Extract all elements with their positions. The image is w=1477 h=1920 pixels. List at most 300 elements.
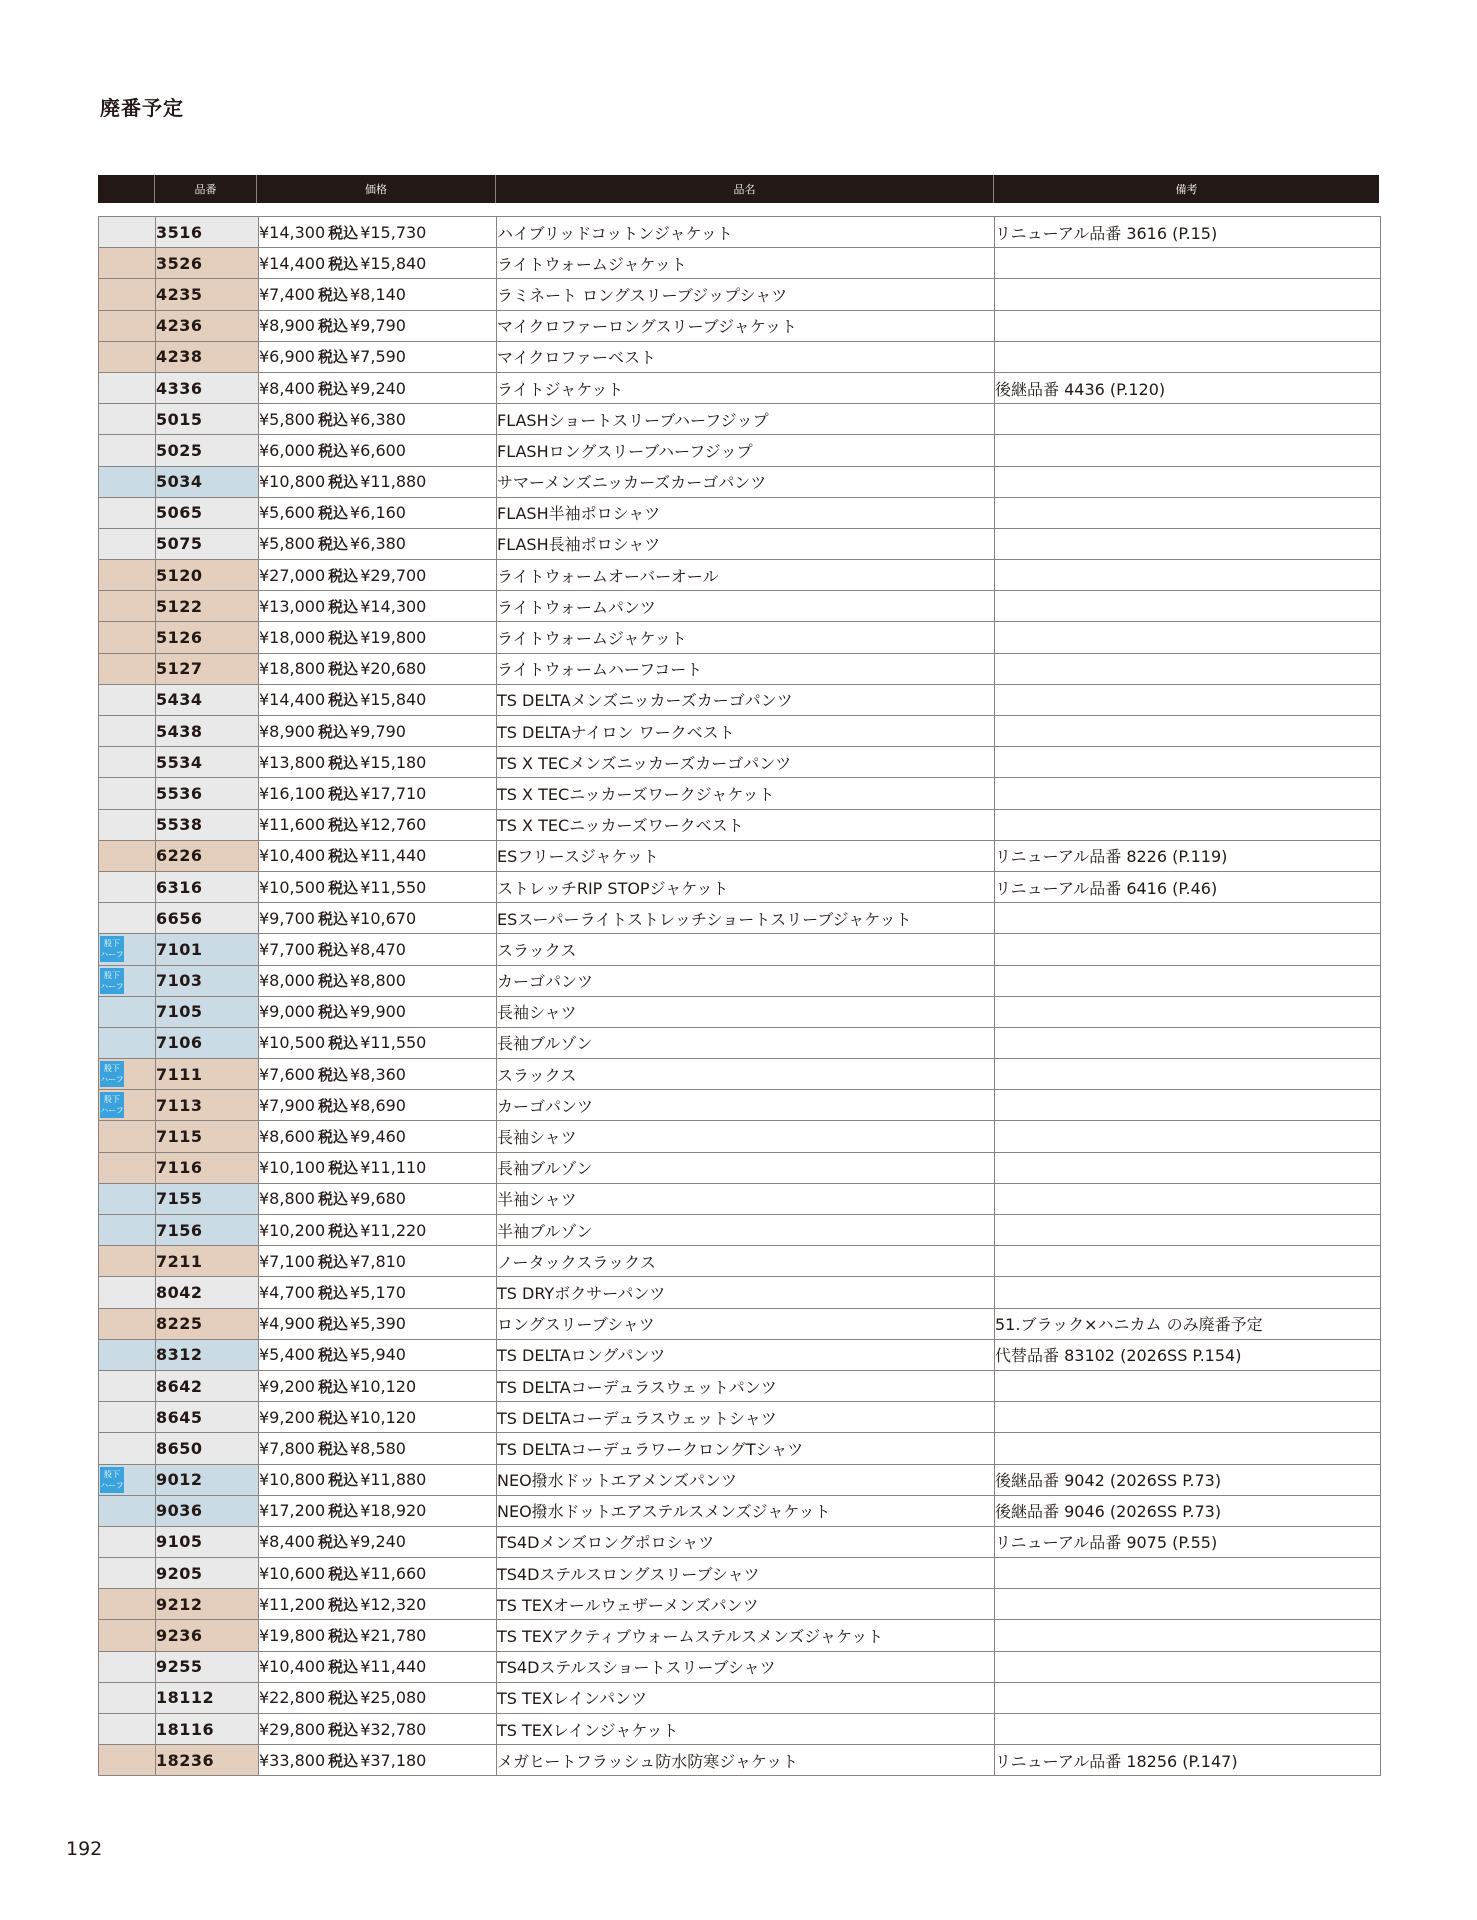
product-name: 長袖シャツ <box>497 1121 995 1152</box>
table-row <box>99 591 1381 622</box>
tax-included-price: ¥7,810 <box>350 1251 406 1271</box>
badge-text-line: ハーフ <box>100 1480 124 1490</box>
product-name: TS TEXオールウェザーメンズパンツ <box>497 1589 995 1620</box>
product-name: TS X TECメンズニッカーズカーゴパンツ <box>497 747 995 778</box>
price-cell <box>259 1558 497 1589</box>
base-price: ¥8,900 <box>259 721 315 741</box>
tax-included-price: ¥8,800 <box>350 971 406 991</box>
product-name: FLASH半袖ポロシャツ <box>497 497 995 528</box>
product-name: マイクロファーベスト <box>497 341 995 372</box>
tax-included-label: 税込 <box>317 441 348 460</box>
product-code: 9212 <box>156 1589 259 1620</box>
price-cell <box>259 217 497 248</box>
product-note: リニューアル品番 3616 (P.15) <box>995 217 1381 248</box>
price-cell <box>259 778 497 809</box>
tax-included-price: ¥8,360 <box>350 1064 406 1084</box>
product-note <box>995 1682 1381 1713</box>
row-color-swatch <box>99 778 156 809</box>
tax-included-label: 税込 <box>317 909 348 928</box>
row-color-swatch <box>99 1745 156 1776</box>
table-row <box>99 778 1381 809</box>
product-code: 18112 <box>156 1682 259 1713</box>
tax-included-label: 税込 <box>328 878 359 897</box>
product-name: ライトウォームパンツ <box>497 591 995 622</box>
product-note: 後継品番 9046 (2026SS P.73) <box>995 1495 1381 1526</box>
inseam-half-badge <box>100 1092 124 1118</box>
tax-included-price: ¥11,660 <box>360 1563 427 1583</box>
badge-text-line: 股下 <box>104 1469 120 1479</box>
tax-included-price: ¥15,730 <box>360 222 427 242</box>
base-price: ¥5,800 <box>259 534 315 554</box>
product-note <box>995 1433 1381 1464</box>
price-cell <box>259 747 497 778</box>
product-name: ESスーパーライトストレッチショートスリーブジャケット <box>497 903 995 934</box>
header-name: 品名 <box>496 175 994 203</box>
product-code: 7101 <box>156 934 259 965</box>
row-color-swatch <box>99 934 156 965</box>
product-name: マイクロファーロングスリーブジャケット <box>497 310 995 341</box>
product-code: 7155 <box>156 1183 259 1214</box>
row-color-swatch <box>99 404 156 435</box>
price-cell <box>259 1402 497 1433</box>
base-price: ¥10,600 <box>259 1563 326 1583</box>
product-note <box>995 1027 1381 1058</box>
row-color-swatch <box>99 903 156 934</box>
tax-included-price: ¥6,380 <box>350 534 406 554</box>
product-note <box>995 1402 1381 1433</box>
row-color-swatch <box>99 716 156 747</box>
page-number: 192 <box>66 1838 103 1860</box>
product-note <box>995 1121 1381 1152</box>
product-note <box>995 996 1381 1027</box>
product-name: 長袖ブルゾン <box>497 1152 995 1183</box>
base-price: ¥10,500 <box>259 1033 326 1053</box>
base-price: ¥8,800 <box>259 1189 315 1209</box>
product-name: TS DELTAコーデュラスウェットシャツ <box>497 1402 995 1433</box>
tax-included-price: ¥11,110 <box>360 1158 427 1178</box>
table-row <box>99 528 1381 559</box>
row-color-swatch <box>99 747 156 778</box>
table-row <box>99 435 1381 466</box>
product-note <box>995 1277 1381 1308</box>
product-note <box>995 1589 1381 1620</box>
tax-included-label: 税込 <box>328 1502 359 1521</box>
table-header <box>98 175 1379 203</box>
row-color-swatch <box>99 217 156 248</box>
product-note <box>995 497 1381 528</box>
base-price: ¥17,200 <box>259 1501 326 1521</box>
product-name: TS TEXアクティブウォームステルスメンズジャケット <box>497 1620 995 1651</box>
badge-text-line: ハーフ <box>100 981 124 991</box>
row-color-swatch <box>99 871 156 902</box>
price-cell <box>259 1215 497 1246</box>
product-code: 6316 <box>156 871 259 902</box>
base-price: ¥9,200 <box>259 1376 315 1396</box>
product-note <box>995 934 1381 965</box>
tax-included-price: ¥37,180 <box>360 1750 427 1770</box>
row-color-swatch <box>99 560 156 591</box>
price-cell <box>259 871 497 902</box>
product-name: ESフリースジャケット <box>497 840 995 871</box>
table-row <box>99 1620 1381 1651</box>
base-price: ¥7,600 <box>259 1064 315 1084</box>
product-code: 4336 <box>156 372 259 403</box>
tax-included-price: ¥8,580 <box>350 1438 406 1458</box>
base-price: ¥10,100 <box>259 1158 326 1178</box>
row-color-swatch <box>99 653 156 684</box>
table-row <box>99 1464 1381 1495</box>
product-code: 6226 <box>156 840 259 871</box>
product-note <box>995 1714 1381 1745</box>
tax-included-label: 税込 <box>328 1627 359 1646</box>
base-price: ¥7,700 <box>259 939 315 959</box>
product-note <box>995 1215 1381 1246</box>
tax-included-label: 税込 <box>328 597 359 616</box>
tax-included-price: ¥12,320 <box>360 1594 427 1614</box>
price-cell <box>259 404 497 435</box>
price-cell <box>259 1745 497 1776</box>
product-note <box>995 435 1381 466</box>
product-note <box>995 341 1381 372</box>
tax-included-label: 税込 <box>328 1221 359 1240</box>
product-note: リニューアル品番 8226 (P.119) <box>995 840 1381 871</box>
table-row <box>99 1745 1381 1776</box>
tax-included-price: ¥21,780 <box>360 1626 427 1646</box>
product-note <box>995 1558 1381 1589</box>
row-color-swatch <box>99 1589 156 1620</box>
base-price: ¥22,800 <box>259 1688 326 1708</box>
table-row <box>99 1433 1381 1464</box>
badge-text-line: 股下 <box>104 1095 120 1105</box>
tax-included-label: 税込 <box>328 254 359 273</box>
tax-included-price: ¥15,180 <box>360 752 427 772</box>
row-color-swatch <box>99 1059 156 1090</box>
tax-included-price: ¥11,880 <box>360 472 427 492</box>
tax-included-label: 税込 <box>317 410 348 429</box>
header-note: 備考 <box>1175 183 1198 196</box>
product-code: 4236 <box>156 310 259 341</box>
product-code: 5534 <box>156 747 259 778</box>
tax-included-label: 税込 <box>328 1471 359 1490</box>
table-row <box>99 217 1381 248</box>
row-color-swatch <box>99 996 156 1027</box>
product-note <box>995 1152 1381 1183</box>
price-cell <box>259 809 497 840</box>
table-row <box>99 871 1381 902</box>
product-name: カーゴパンツ <box>497 965 995 996</box>
price-cell <box>259 1682 497 1713</box>
price-cell <box>259 1059 497 1090</box>
row-color-swatch <box>99 1495 156 1526</box>
tax-included-label: 税込 <box>317 348 348 367</box>
tax-included-price: ¥25,080 <box>360 1688 427 1708</box>
table-row <box>99 279 1381 310</box>
row-color-swatch <box>99 1682 156 1713</box>
badge-text-line: 股下 <box>104 1064 120 1074</box>
price-cell <box>259 1433 497 1464</box>
row-color-swatch <box>99 1526 156 1557</box>
tax-included-price: ¥11,550 <box>360 877 427 897</box>
product-code: 6656 <box>156 903 259 934</box>
row-color-swatch <box>99 809 156 840</box>
product-name: FLASHショートスリーブハーフジップ <box>497 404 995 435</box>
product-note <box>995 591 1381 622</box>
tax-included-price: ¥8,470 <box>350 939 406 959</box>
tax-included-label: 税込 <box>317 1252 348 1271</box>
base-price: ¥10,500 <box>259 877 326 897</box>
product-name: スラックス <box>497 934 995 965</box>
tax-included-label: 税込 <box>317 317 348 336</box>
product-name: カーゴパンツ <box>497 1090 995 1121</box>
product-code: 9236 <box>156 1620 259 1651</box>
table-row <box>99 1059 1381 1090</box>
product-name: ハイブリッドコットンジャケット <box>497 217 995 248</box>
product-code: 9105 <box>156 1526 259 1557</box>
product-name: FLASHロングスリーブハーフジップ <box>497 435 995 466</box>
tax-included-label: 税込 <box>317 535 348 554</box>
row-color-swatch <box>99 1620 156 1651</box>
product-code: 5025 <box>156 435 259 466</box>
base-price: ¥14,400 <box>259 690 326 710</box>
tax-included-label: 税込 <box>317 1283 348 1302</box>
price-cell <box>259 591 497 622</box>
base-price: ¥29,800 <box>259 1719 326 1739</box>
product-code: 5126 <box>156 622 259 653</box>
row-color-swatch <box>99 684 156 715</box>
product-code: 4238 <box>156 341 259 372</box>
row-color-swatch <box>99 1433 156 1464</box>
table-row <box>99 1027 1381 1058</box>
badge-text-line: ハーフ <box>100 1075 124 1085</box>
base-price: ¥11,200 <box>259 1594 326 1614</box>
price-cell <box>259 840 497 871</box>
row-color-swatch <box>99 1277 156 1308</box>
tax-included-label: 税込 <box>328 1689 359 1708</box>
tax-included-price: ¥9,900 <box>350 1002 406 1022</box>
product-code: 5120 <box>156 560 259 591</box>
product-code: 7105 <box>156 996 259 1027</box>
tax-included-label: 税込 <box>328 753 359 772</box>
tax-included-price: ¥12,760 <box>360 815 427 835</box>
base-price: ¥4,700 <box>259 1282 315 1302</box>
product-code: 9012 <box>156 1464 259 1495</box>
product-name: NEO撥水ドットエアメンズパンツ <box>497 1464 995 1495</box>
table-row <box>99 372 1381 403</box>
tax-included-price: ¥9,790 <box>350 316 406 336</box>
tax-included-price: ¥5,170 <box>350 1282 406 1302</box>
product-code: 18236 <box>156 1745 259 1776</box>
tax-included-label: 税込 <box>317 1128 348 1147</box>
row-color-swatch <box>99 279 156 310</box>
price-cell <box>259 1464 497 1495</box>
price-cell <box>259 1308 497 1339</box>
price-cell <box>259 1589 497 1620</box>
table-row <box>99 1651 1381 1682</box>
header-swatch-cell <box>98 175 155 203</box>
product-note <box>995 1370 1381 1401</box>
price-cell <box>259 1183 497 1214</box>
table-row <box>99 1246 1381 1277</box>
price-cell <box>259 716 497 747</box>
product-code: 3526 <box>156 248 259 279</box>
product-note: 51.ブラック×ハニカム のみ廃番予定 <box>995 1308 1381 1339</box>
product-name: ライトジャケット <box>497 372 995 403</box>
price-cell <box>259 1620 497 1651</box>
product-note <box>995 1620 1381 1651</box>
product-note: 後継品番 9042 (2026SS P.73) <box>995 1464 1381 1495</box>
base-price: ¥11,600 <box>259 815 326 835</box>
product-note <box>995 1651 1381 1682</box>
product-name: ロングスリーブシャツ <box>497 1308 995 1339</box>
product-note <box>995 1183 1381 1214</box>
badge-text-line: ハーフ <box>100 950 124 960</box>
product-name: TS DELTAコーデュラワークロングTシャツ <box>497 1433 995 1464</box>
base-price: ¥6,000 <box>259 440 315 460</box>
tax-included-price: ¥11,440 <box>360 1657 427 1677</box>
tax-included-price: ¥17,710 <box>360 783 427 803</box>
product-note <box>995 653 1381 684</box>
product-note <box>995 1059 1381 1090</box>
product-name: TS TEXレインジャケット <box>497 1714 995 1745</box>
product-code: 5434 <box>156 684 259 715</box>
row-color-swatch <box>99 1402 156 1433</box>
product-note <box>995 684 1381 715</box>
base-price: ¥9,000 <box>259 1002 315 1022</box>
tax-included-price: ¥7,590 <box>350 347 406 367</box>
table-row <box>99 1370 1381 1401</box>
product-note <box>995 528 1381 559</box>
product-name: 半袖ブルゾン <box>497 1215 995 1246</box>
tax-included-price: ¥32,780 <box>360 1719 427 1739</box>
base-price: ¥18,000 <box>259 628 326 648</box>
base-price: ¥7,400 <box>259 284 315 304</box>
row-color-swatch <box>99 497 156 528</box>
base-price: ¥9,200 <box>259 1407 315 1427</box>
price-cell <box>259 1526 497 1557</box>
row-color-swatch <box>99 341 156 372</box>
price-cell <box>259 903 497 934</box>
inseam-half-badge <box>100 1467 124 1493</box>
discontinued-products-table <box>98 216 1381 1776</box>
product-note <box>995 279 1381 310</box>
table-row <box>99 965 1381 996</box>
price-cell <box>259 1339 497 1370</box>
product-code: 8225 <box>156 1308 259 1339</box>
table-row <box>99 934 1381 965</box>
row-color-swatch <box>99 1464 156 1495</box>
product-note: リニューアル品番 9075 (P.55) <box>995 1526 1381 1557</box>
product-name: ライトウォームジャケット <box>497 248 995 279</box>
price-cell <box>259 560 497 591</box>
table-row <box>99 341 1381 372</box>
tax-included-price: ¥6,160 <box>350 503 406 523</box>
product-code: 5438 <box>156 716 259 747</box>
table-row <box>99 716 1381 747</box>
table-row <box>99 622 1381 653</box>
tax-included-label: 税込 <box>328 660 359 679</box>
product-name: TS TEXレインパンツ <box>497 1682 995 1713</box>
tax-included-price: ¥15,840 <box>360 690 427 710</box>
tax-included-price: ¥10,120 <box>350 1376 417 1396</box>
tax-included-price: ¥5,390 <box>350 1314 406 1334</box>
tax-included-label: 税込 <box>317 1439 348 1458</box>
product-note: 後継品番 4436 (P.120) <box>995 372 1381 403</box>
product-note <box>995 747 1381 778</box>
table-row <box>99 248 1381 279</box>
product-code: 7113 <box>156 1090 259 1121</box>
product-name: TS4Dステルスロングスリーブシャツ <box>497 1558 995 1589</box>
price-cell <box>259 1090 497 1121</box>
tax-included-price: ¥6,600 <box>350 440 406 460</box>
row-color-swatch <box>99 1246 156 1277</box>
product-name: メガヒートフラッシュ防水防寒ジャケット <box>497 1745 995 1776</box>
table-row <box>99 1277 1381 1308</box>
table-row <box>99 1558 1381 1589</box>
row-color-swatch <box>99 248 156 279</box>
tax-included-label: 税込 <box>317 1003 348 1022</box>
price-cell <box>259 372 497 403</box>
product-name: FLASH長袖ポロシャツ <box>497 528 995 559</box>
product-code: 5034 <box>156 466 259 497</box>
row-color-swatch <box>99 1339 156 1370</box>
price-cell <box>259 528 497 559</box>
tax-included-label: 税込 <box>317 1315 348 1334</box>
tax-included-label: 税込 <box>317 379 348 398</box>
row-color-swatch <box>99 1090 156 1121</box>
table-row <box>99 560 1381 591</box>
base-price: ¥18,800 <box>259 659 326 679</box>
product-name: ライトウォームジャケット <box>497 622 995 653</box>
product-code: 7116 <box>156 1152 259 1183</box>
table-row <box>99 1215 1381 1246</box>
product-code: 5065 <box>156 497 259 528</box>
tax-included-price: ¥20,680 <box>360 659 427 679</box>
product-name: 長袖ブルゾン <box>497 1027 995 1058</box>
tax-included-price: ¥5,940 <box>350 1345 406 1365</box>
tax-included-price: ¥9,240 <box>350 378 406 398</box>
product-code: 7211 <box>156 1246 259 1277</box>
product-name: ライトウォームハーフコート <box>497 653 995 684</box>
product-note <box>995 466 1381 497</box>
tax-included-label: 税込 <box>328 1034 359 1053</box>
tax-included-label: 税込 <box>328 473 359 492</box>
row-color-swatch <box>99 1027 156 1058</box>
base-price: ¥8,900 <box>259 316 315 336</box>
inseam-half-badge <box>100 968 124 994</box>
product-code: 7103 <box>156 965 259 996</box>
base-price: ¥7,100 <box>259 1251 315 1271</box>
tax-included-label: 税込 <box>328 847 359 866</box>
row-color-swatch <box>99 1121 156 1152</box>
tax-included-price: ¥10,120 <box>350 1407 417 1427</box>
product-name: スラックス <box>497 1059 995 1090</box>
price-cell <box>259 934 497 965</box>
tax-included-price: ¥19,800 <box>360 628 427 648</box>
tax-included-price: ¥11,550 <box>360 1033 427 1053</box>
row-color-swatch <box>99 1215 156 1246</box>
price-cell <box>259 965 497 996</box>
price-cell <box>259 497 497 528</box>
tax-included-label: 税込 <box>328 1564 359 1583</box>
product-note <box>995 778 1381 809</box>
badge-text-line: ハーフ <box>100 1106 124 1116</box>
product-name: TS4Dステルスショートスリーブシャツ <box>497 1651 995 1682</box>
tax-included-label: 税込 <box>317 722 348 741</box>
tax-included-price: ¥9,240 <box>350 1532 406 1552</box>
tax-included-label: 税込 <box>328 1159 359 1178</box>
tax-included-label: 税込 <box>317 1096 348 1115</box>
product-note: リニューアル品番 6416 (P.46) <box>995 871 1381 902</box>
